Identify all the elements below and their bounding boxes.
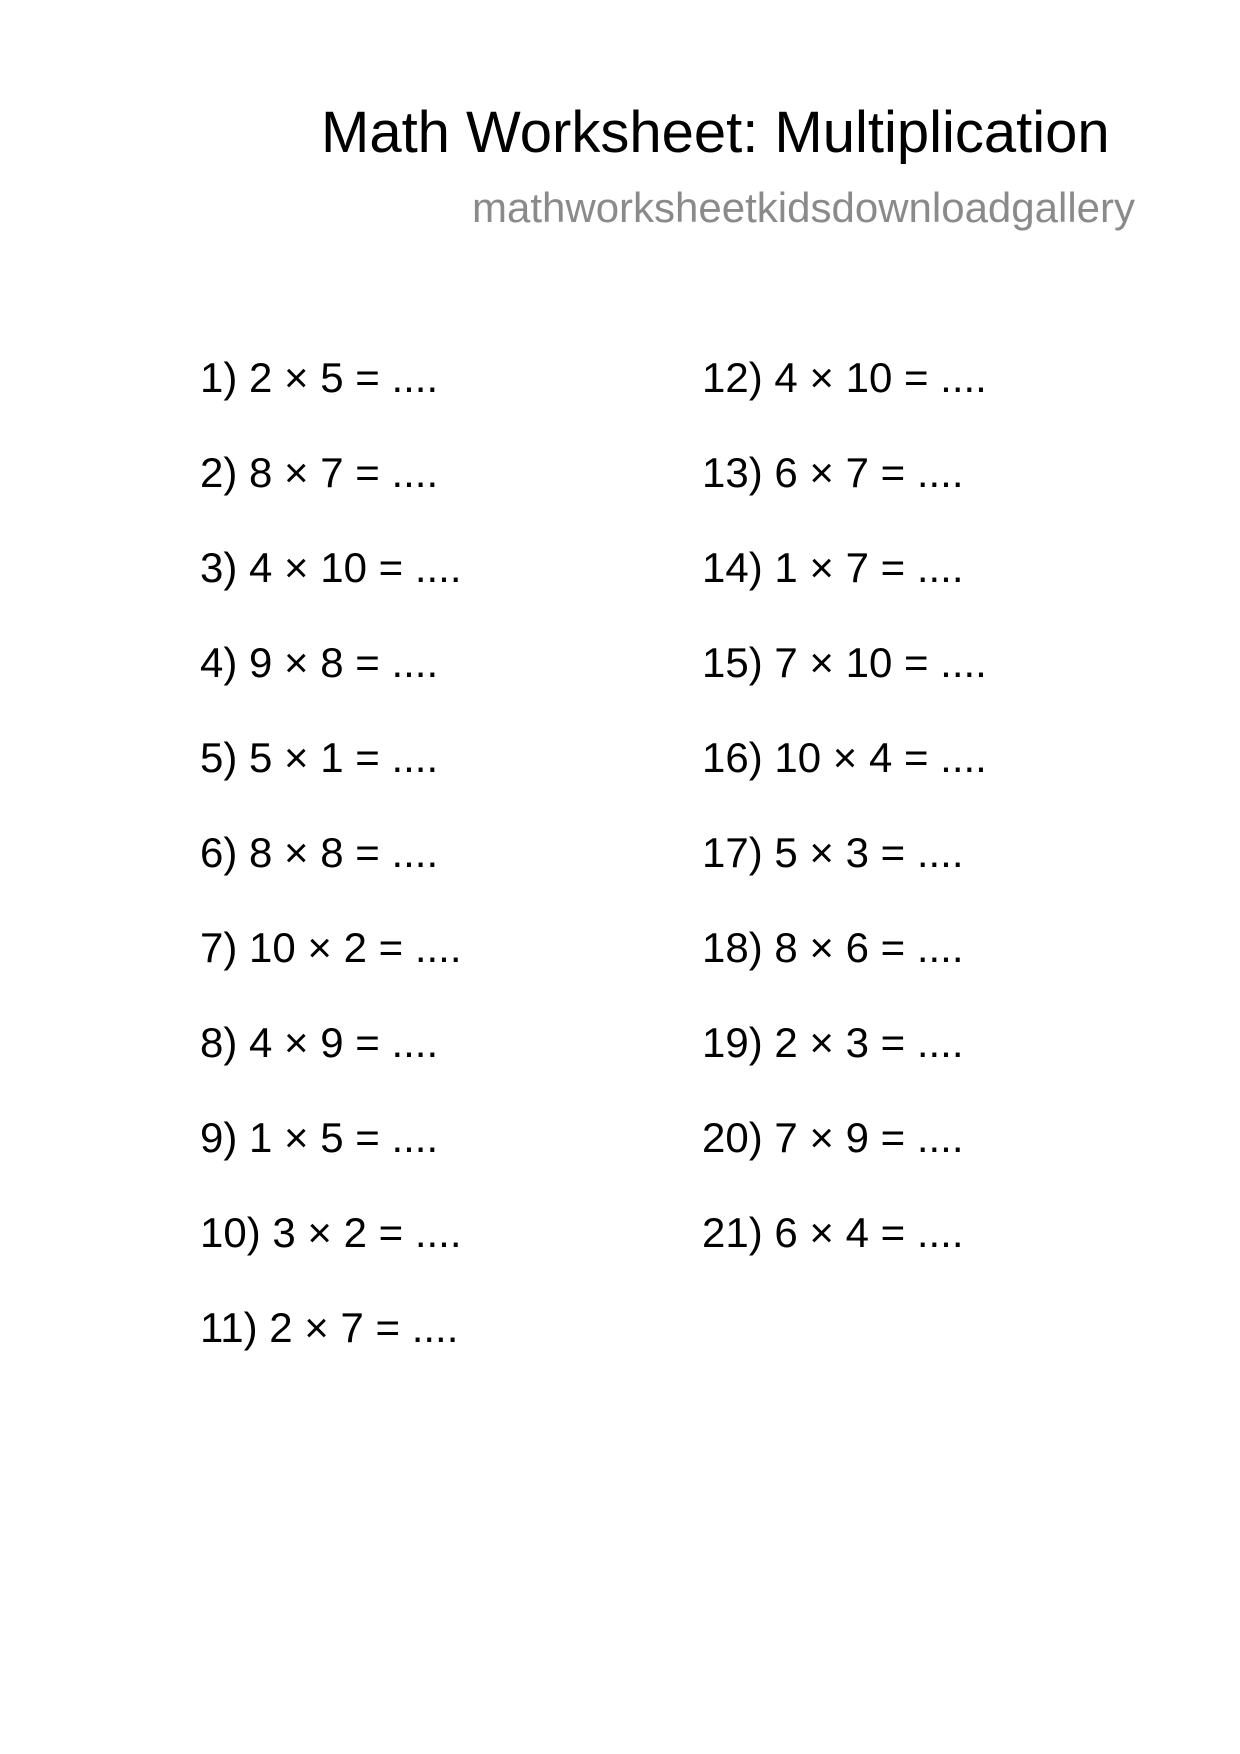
problem-item: 4) 9 × 8 = .... bbox=[200, 639, 439, 686]
problem-item: 20) 7 × 9 = .... bbox=[702, 1114, 964, 1161]
problem-item: 6) 8 × 8 = .... bbox=[200, 829, 439, 876]
problem-column-left bbox=[200, 348, 462, 1393]
problem-item: 2) 8 × 7 = .... bbox=[200, 449, 439, 496]
page-title: Math Worksheet: Multiplication bbox=[321, 100, 1110, 165]
problem-item: 9) 1 × 5 = .... bbox=[200, 1114, 439, 1161]
problem-column-right bbox=[702, 348, 987, 1298]
page-subtitle: mathworksheetkidsdownloadgallery bbox=[472, 184, 1136, 231]
problem-item: 17) 5 × 3 = .... bbox=[702, 829, 964, 876]
problem-item: 16) 10 × 4 = .... bbox=[702, 734, 987, 781]
problem-item: 18) 8 × 6 = .... bbox=[702, 924, 964, 971]
problem-item: 19) 2 × 3 = .... bbox=[702, 1019, 964, 1066]
problem-item: 8) 4 × 9 = .... bbox=[200, 1019, 439, 1066]
problem-item: 12) 4 × 10 = .... bbox=[702, 354, 987, 401]
problem-item: 3) 4 × 10 = .... bbox=[200, 544, 462, 591]
problem-item: 15) 7 × 10 = .... bbox=[702, 639, 987, 686]
problem-item: 10) 3 × 2 = .... bbox=[200, 1209, 462, 1256]
problem-item: 5) 5 × 1 = .... bbox=[200, 734, 439, 781]
problem-item: 7) 10 × 2 = .... bbox=[200, 924, 462, 971]
problem-item: 21) 6 × 4 = .... bbox=[702, 1209, 964, 1256]
problem-item: 11) 2 × 7 = .... bbox=[200, 1304, 459, 1351]
problem-item: 1) 2 × 5 = .... bbox=[200, 354, 439, 401]
problem-item: 14) 1 × 7 = .... bbox=[702, 544, 964, 591]
problem-item: 13) 6 × 7 = .... bbox=[702, 449, 964, 496]
